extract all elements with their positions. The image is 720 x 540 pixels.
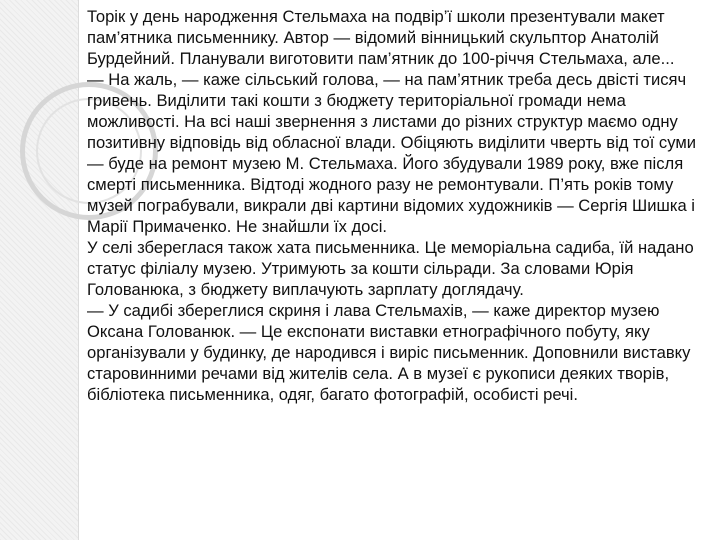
paragraph-2: — На жаль, — каже сільський голова, — на пам’ятник треба десь двісті тисяч гривень. Виділити такі кошти з бюджету територіальної громади нема можливості. На всі наші звернення з листами до різних структур маємо одну позитивну відповідь від обласної влади. Обіцяють виділити чверть від тої суми — буде на ремонт музею М. Стельмаха. Його збудували 1989 року, вже після смерті письменника. Відтоді жодного разу не ремонтували. П’ять років тому музей пограбували, викрали дві картини відомих художників — Сергія Шишка і Марії Примаченко. Не знайшли їх досі. [87,70,696,236]
body-text [87,6,713,405]
paragraph-1: Торік у день народження Стельмаха на подвір’ї школи презентували макет пам’ятника письменнику. Автор — відомий вінницький скульптор Анатолій Бурдейний. Планували виготовити пам’ятник до 100-річчя Стельмаха, але... [87,7,675,68]
paragraph-3: У селі збереглася також хата письменника. Це меморіальна садиба, їй надано статус філіалу музею. Утримують за кошти сільради. За словами Юрія Голованюка, з бюджету виплачують зарплату доглядачу. [87,238,694,299]
decorative-side-band [0,0,79,540]
paragraph-4: — У садибі збереглися скриня і лава Стельмахів, — каже директор музею Оксана Голованюк. — Це експонати виставки етнографічного побуту, яку організували у будинку, де народився і виріс письменник. Доповнили виставку старовинними речами від жителів села. А в музеї є рукописи деяких творів, бібліотека письменника, одяг, багато фотографій, особисті речі. [87,301,691,404]
